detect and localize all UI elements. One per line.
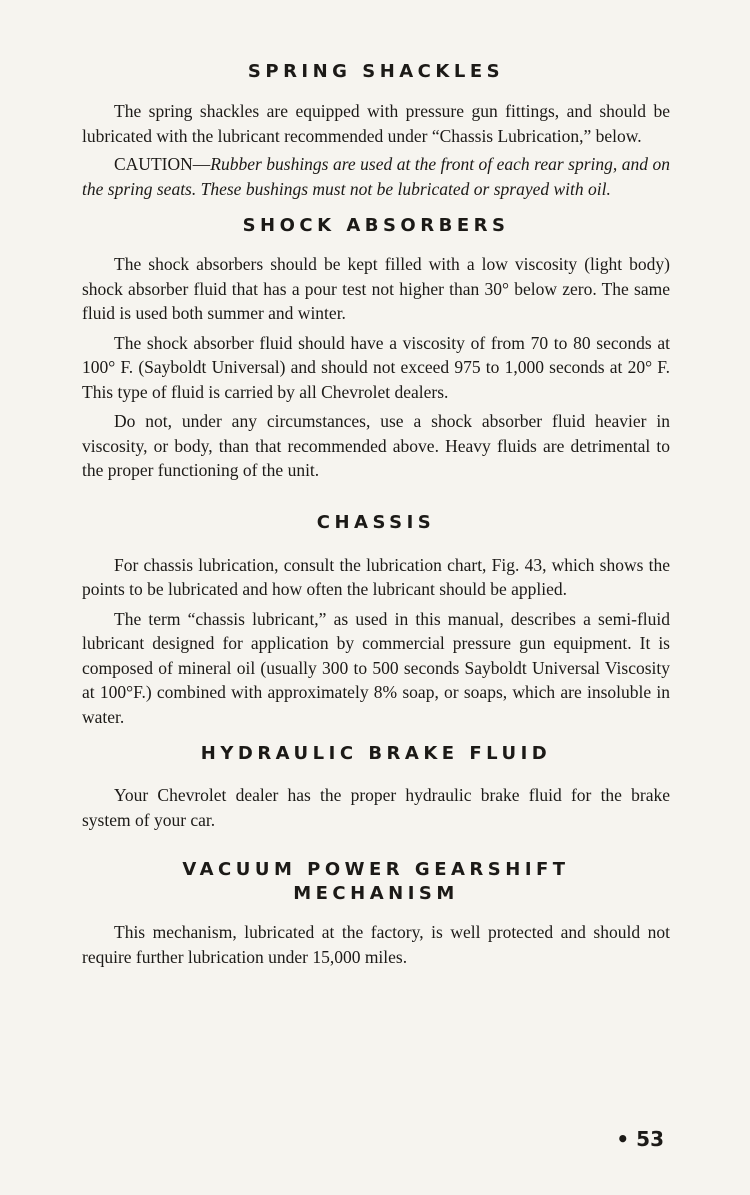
paragraph: Your Chevrolet dealer has the proper hydraulic brake fluid for the brake system of your car. <box>82 785 670 830</box>
section-hydraulic-brake-fluid <box>82 742 670 832</box>
section-heading: SPRING SHACKLES <box>247 61 505 82</box>
paragraph: The shock absorber fluid should have a viscosity of from 70 to 80 seconds at 100° F. (Sayboldt Universal) and should not exceed 975 to 1,000 seconds at 20° F. This type of fluid is carried by all Chevrolet dealers. <box>82 332 670 402</box>
section-heading: HYDRAULIC BRAKE FLUID <box>200 743 552 764</box>
section-spring-shackles <box>82 60 670 201</box>
paragraph: Do not, under any circumstances, use a shock absorber fluid heavier in viscosity, or body, than that recommended above. Heavy fluids are detrimental to the proper functioning of the unit. <box>82 411 670 480</box>
paragraph: For chassis lubrication, consult the lubrication chart, Fig. 43, which shows the points to be lubricated and how often the lubricant should be applied. <box>82 554 670 599</box>
caution-paragraph <box>82 152 670 201</box>
section-chassis <box>82 511 670 730</box>
paragraph: The term “chassis lubricant,” as used in this manual, describes a semi-fluid lubricant designed for application by commercial pressure gun equipment. It is composed of mineral oil (usually 300 to 500 seconds Sayboldt Universal Viscosity at 100°F.) combined with approximately 8% soap, or soaps, which are insoluble in water. <box>82 608 670 727</box>
section-heading: SHOCK ABSORBERS <box>242 215 510 236</box>
caution-lead: CAUTION— <box>114 154 211 174</box>
paragraph: The shock absorbers should be kept filled with a low viscosity (light body) shock absorber fluid that has a pour test not higher than 30° below zero. The same fluid is used both summer and winter. <box>82 254 670 323</box>
paragraph: The spring shackles are equipped with pressure gun fittings, and should be lubricated with the lubricant recommended under “Chassis Lubrication,” below. <box>82 101 670 146</box>
text-column <box>82 60 670 969</box>
section-vacuum-power-gearshift <box>82 858 670 969</box>
section-shock-absorbers <box>82 214 670 483</box>
paragraph: This mechanism, lubricated at the factory, is well protected and should not require further lubrication under 15,000 miles. <box>82 922 670 967</box>
section-heading-line1: VACUUM POWER GEARSHIFT <box>182 859 570 880</box>
section-heading: CHASSIS <box>316 511 436 533</box>
caution-text: Rubber bushings are used at the front of each rear spring, and on the spring seats. These bushings must not be lubricated or sprayed with oil. <box>82 154 670 199</box>
section-heading-line2: MECHANISM <box>293 883 459 904</box>
page-number: • 53 <box>616 1127 664 1151</box>
